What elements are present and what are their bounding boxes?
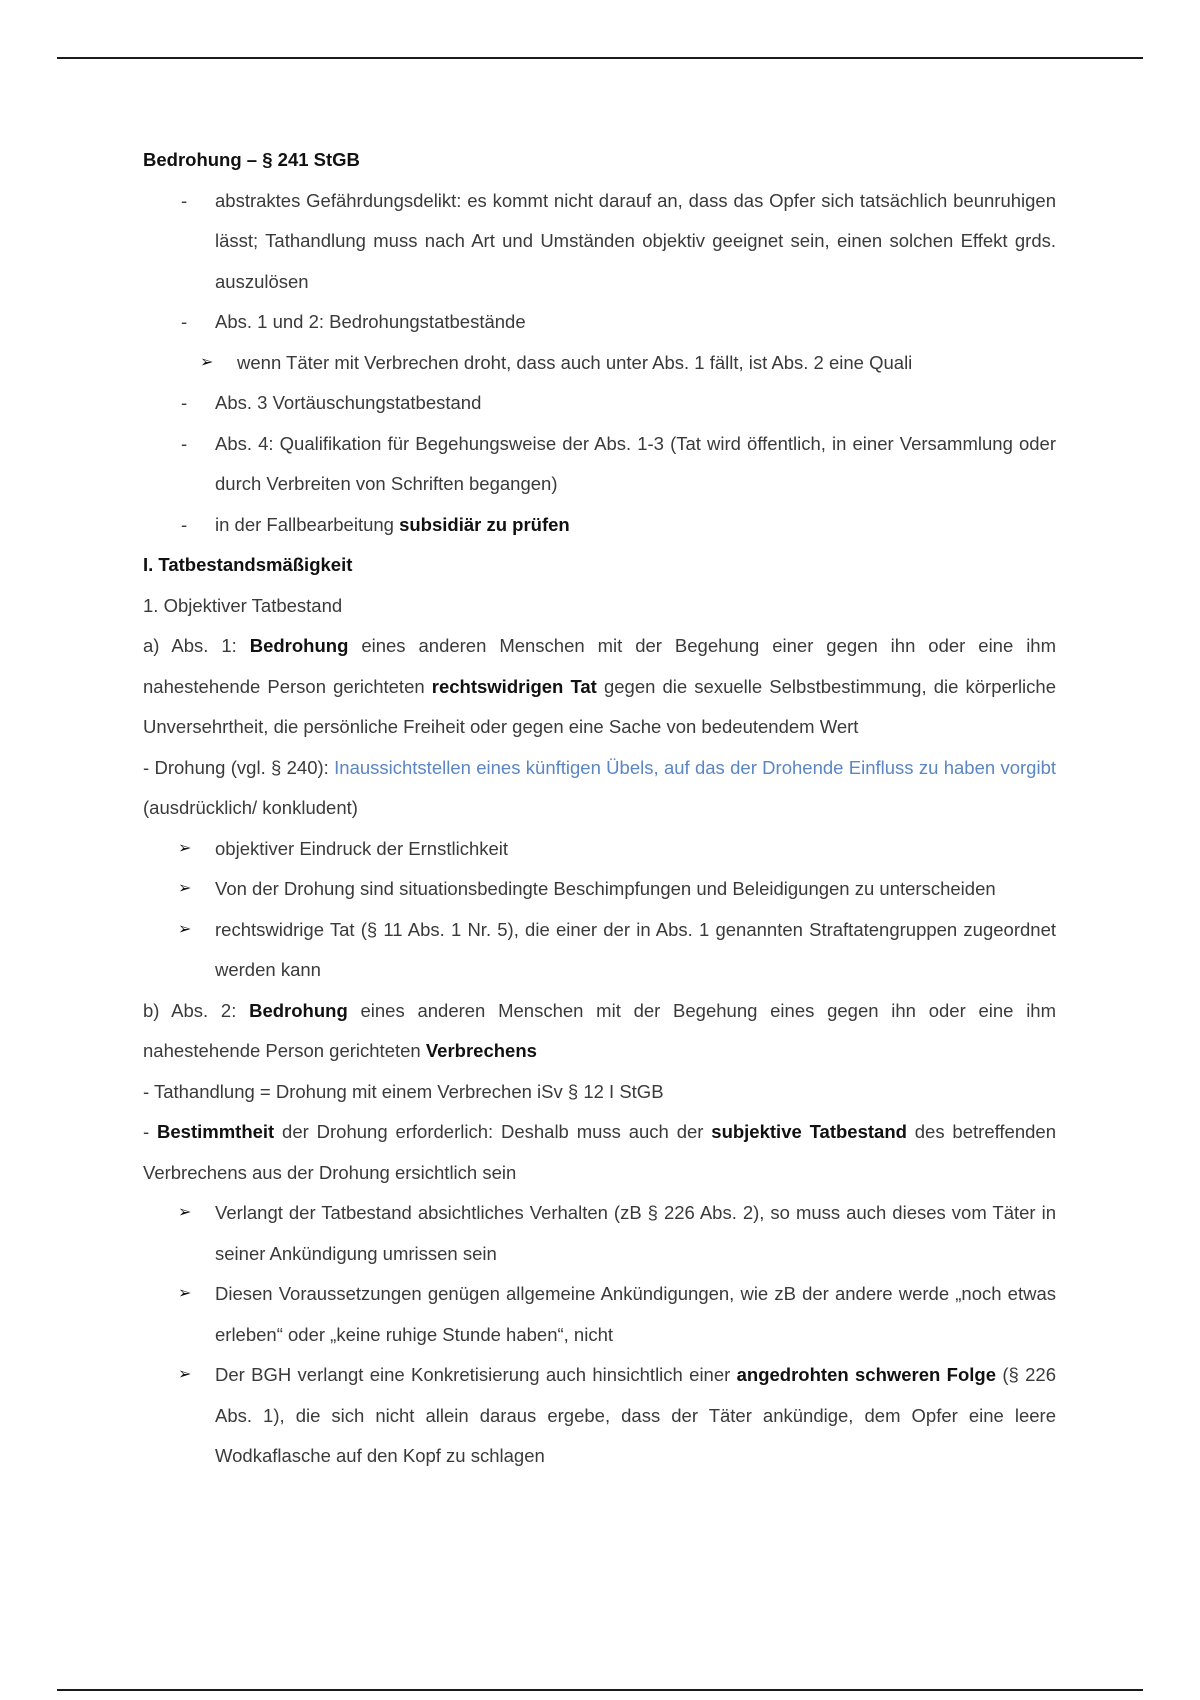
arrow-bullet-icon: ➢ [178, 920, 192, 938]
list-item: - Abs. 1 und 2: Bedrohungstatbestände [143, 302, 1056, 343]
list-item: - in der Fallbearbeitung subsidiär zu prüfen [143, 505, 1056, 546]
tathandlung-line: - Tathandlung = Drohung mit einem Verbrechen iSv § 12 I StGB [143, 1080, 664, 1102]
arrow-bullet-icon: ➢ [178, 839, 192, 857]
dash-bullet-icon: - [181, 311, 188, 332]
footer-rule [57, 1689, 1143, 1691]
list-item: - abstraktes Gefährdungsdelikt: es kommt nicht darauf an, dass das Opfer sich tatsächlich beunruhigen lässt; Tathandlung muss nach Art und Umständen objektiv geeignet sein, einen solchen Effekt grds. auszulösen [143, 181, 1056, 303]
document-body [143, 140, 1056, 1477]
list-item: ➢ Der BGH verlangt eine Konkretisierung auch hinsichtlich einer angedrohten schweren Folge (§ 226 Abs. 1), die sich nicht allein daraus ergebe, dass der Täter ankündige, dem Opfer eine leere Wodkaflasche auf den Kopf zu schlagen [143, 1355, 1056, 1477]
arrow-bullet-icon: ➢ [178, 1285, 192, 1302]
arrow-bullet-icon: ➢ [178, 880, 192, 897]
list-item: ➢ rechtswidrige Tat (§ 11 Abs. 1 Nr. 5), die einer der in Abs. 1 genannten Straftatengruppen zugeordnet werden kann [143, 910, 1056, 991]
paragraph-a: a) Abs. 1: Bedrohung eines anderen Menschen mit der Begehung einer gegen ihn oder eine ihm nahestehende Person gerichteten rechtswidrigen Tat gegen die sexuelle Selbstbestimmung, die körperliche Unversehrtheit, die persönliche Freiheit oder gegen eine Sache von bedeutendem Wert [143, 635, 1057, 737]
list-item: - Abs. 4: Qualifikation für Begehungsweise der Abs. 1-3 (Tat wird öffentlich, in einer Versammlung oder durch Verbreiten von Schriften begangen) [143, 424, 1056, 505]
dash-bullet-icon: - [181, 432, 188, 454]
paragraph-b: b) Abs. 2: Bedrohung eines anderen Menschen mit der Begehung eines gegen ihn oder eine ihm nahestehende Person gerichteten Verbrechens [143, 999, 1056, 1061]
arrow-bullet-icon: ➢ [200, 353, 214, 371]
section-heading: I. Tatbestandsmäßigkeit [143, 554, 353, 575]
list-item: - Abs. 3 Vortäuschungstatbestand [143, 383, 1056, 424]
page-title: Bedrohung – § 241 StGB [143, 149, 360, 170]
list-item: ➢ Von der Drohung sind situationsbedingte Beschimpfungen und Beleidigungen zu unterscheiden [143, 869, 1056, 910]
arrow-bullet-icon: ➢ [178, 1204, 192, 1221]
list-item: ➢ Verlangt der Tatbestand absichtliches Verhalten (zB § 226 Abs. 2), so muss auch dieses vom Täter in seiner Ankündigung umrissen sein [143, 1193, 1056, 1274]
subsection-heading: 1. Objektiver Tatbestand [143, 594, 343, 616]
list-item: ➢ Diesen Voraussetzungen genügen allgemeine Ankündigungen, wie zB der andere werde „noch etwas erleben“ oder „keine ruhige Stunde haben“, nicht [143, 1274, 1056, 1355]
bestimmtheit-paragraph: - Bestimmtheit der Drohung erforderlich: Deshalb muss auch der subjektive Tatbestand des betreffenden Verbrechens aus der Drohung ersichtlich sein [143, 1121, 1056, 1183]
dash-bullet-icon: - [181, 189, 188, 211]
drohung-definition: - Drohung (vgl. § 240): Inaussichtstellen eines künftigen Übels, auf das der Drohende Einfluss zu haben vorgibt (ausdrücklich/ konkludent) [143, 756, 1057, 818]
list-item: ➢ objektiver Eindruck der Ernstlichkeit [143, 829, 1056, 870]
header-rule [57, 57, 1143, 59]
arrow-bullet-icon: ➢ [178, 1366, 192, 1383]
dash-bullet-icon: - [181, 392, 188, 413]
dash-bullet-icon: - [181, 513, 188, 535]
list-item: ➢ wenn Täter mit Verbrechen droht, dass auch unter Abs. 1 fällt, ist Abs. 2 eine Quali [143, 343, 1056, 384]
